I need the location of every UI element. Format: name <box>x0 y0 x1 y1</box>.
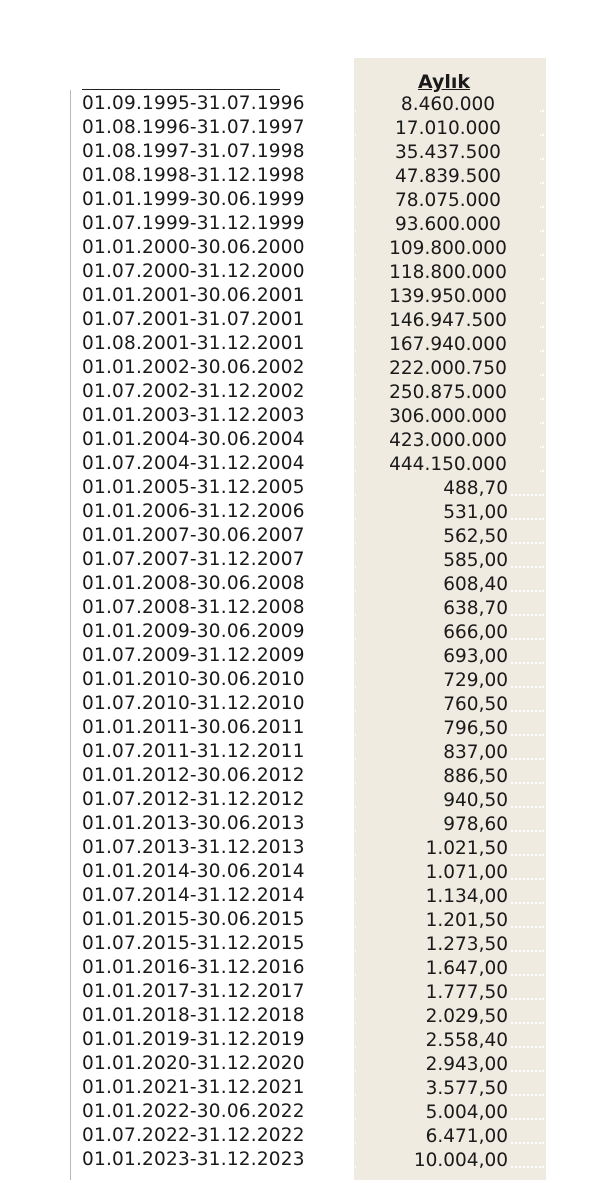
table-row <box>70 909 548 933</box>
period-cell: 01.01.2020-31.12.2020 <box>82 1053 305 1074</box>
monthly-amount-cell: 35.437.500 <box>356 142 540 164</box>
table-row <box>70 1077 548 1101</box>
monthly-amount-cell: 47.839.500 <box>356 166 540 188</box>
monthly-amount-cell: 118.800.000 <box>356 262 540 284</box>
period-cell: 01.01.2013-30.06.2013 <box>82 813 305 834</box>
period-cell: 01.01.2009-30.06.2009 <box>82 621 305 642</box>
monthly-amount-cell: 167.940.000 <box>356 334 540 356</box>
period-cell: 01.01.1999-30.06.1999 <box>82 189 305 210</box>
period-cell: 01.01.2006-31.12.2006 <box>82 501 305 522</box>
monthly-amount-cell: 638,70 <box>356 598 510 620</box>
monthly-amount-cell: 109.800.000 <box>356 238 540 260</box>
period-cell: 01.07.2002-31.12.2002 <box>82 381 305 402</box>
monthly-amount-cell: 531,00 <box>356 502 510 524</box>
period-cell: 01.08.1998-31.12.1998 <box>82 165 305 186</box>
monthly-amount-cell: 729,00 <box>356 670 510 692</box>
table-row <box>70 1101 548 1125</box>
period-cell: 01.01.2008-30.06.2008 <box>82 573 305 594</box>
period-cell: 01.07.2001-31.07.2001 <box>82 309 305 330</box>
period-cell: 01.01.2021-31.12.2021 <box>82 1077 305 1098</box>
table-row <box>70 1029 548 1053</box>
table-row <box>70 933 548 957</box>
monthly-amount-cell: 3.577,50 <box>356 1078 510 1100</box>
table-row <box>70 549 548 573</box>
monthly-amount-cell: 1.777,50 <box>356 982 510 1004</box>
table-row <box>70 1125 548 1149</box>
monthly-amount-cell: 693,00 <box>356 646 510 668</box>
period-cell: 01.08.1997-31.07.1998 <box>82 141 305 162</box>
monthly-amount-cell: 423.000.000 <box>356 430 540 452</box>
monthly-amount-cell: 444.150.000 <box>356 454 540 476</box>
table-row <box>70 645 548 669</box>
table-row <box>70 333 548 357</box>
period-cell: 01.07.2000-31.12.2000 <box>82 261 305 282</box>
monthly-amount-cell: 222.000.750 <box>356 358 540 380</box>
table-row <box>70 429 548 453</box>
monthly-amount-cell: 17.010.000 <box>356 118 540 140</box>
monthly-amount-cell: 796,50 <box>356 718 510 740</box>
table-row <box>70 141 548 165</box>
period-cell: 01.09.1995-31.07.1996 <box>82 93 305 114</box>
table-row <box>70 837 548 861</box>
table-row <box>70 765 548 789</box>
period-cell: 01.07.2014-31.12.2014 <box>82 885 305 906</box>
table-row <box>70 357 548 381</box>
monthly-amount-cell: 1.201,50 <box>356 910 510 932</box>
period-cell: 01.07.2010-31.12.2010 <box>82 693 305 714</box>
period-cell: 01.01.2010-30.06.2010 <box>82 669 305 690</box>
monthly-amount-cell: 666,00 <box>356 622 510 644</box>
period-cell: 01.01.2018-31.12.2018 <box>82 1005 305 1026</box>
period-cell: 01.01.2016-31.12.2016 <box>82 957 305 978</box>
monthly-amount-cell: 306.000.000 <box>356 406 540 428</box>
monthly-amount-cell: 5.004,00 <box>356 1102 510 1124</box>
table-row <box>70 405 548 429</box>
period-cell: 01.01.2004-30.06.2004 <box>82 429 305 450</box>
period-cell: 01.07.2004-31.12.2004 <box>82 453 305 474</box>
table-body <box>70 93 548 1173</box>
period-cell: 01.01.2014-30.06.2014 <box>82 861 305 882</box>
period-cell: 01.01.2011-30.06.2011 <box>82 717 305 738</box>
table-row <box>70 501 548 525</box>
period-cell: 01.01.2001-30.06.2001 <box>82 285 305 306</box>
table-row <box>70 213 548 237</box>
table-row <box>70 621 548 645</box>
table-row <box>70 1053 548 1077</box>
monthly-amount-cell: 2.943,00 <box>356 1054 510 1076</box>
table-row <box>70 453 548 477</box>
monthly-amount-cell: 8.460.000 <box>356 94 540 116</box>
table-row <box>70 885 548 909</box>
monthly-amount-cell: 250.875.000 <box>356 382 540 404</box>
table-row <box>70 597 548 621</box>
table-row <box>70 573 548 597</box>
table-row <box>70 789 548 813</box>
table-row <box>70 477 548 501</box>
monthly-amount-cell: 2.029,50 <box>356 1006 510 1028</box>
monthly-amount-cell: 940,50 <box>356 790 510 812</box>
period-cell: 01.07.2009-31.12.2009 <box>82 645 305 666</box>
table-row <box>70 1149 548 1173</box>
period-cell: 01.07.1999-31.12.1999 <box>82 213 305 234</box>
period-cell: 01.07.2012-31.12.2012 <box>82 789 305 810</box>
period-header-cell <box>70 58 354 90</box>
monthly-amount-cell: 608,40 <box>356 574 510 596</box>
payment-table <box>70 58 548 1180</box>
monthly-amount-cell: 562,50 <box>356 526 510 548</box>
monthly-amount-cell: 1.071,00 <box>356 862 510 884</box>
monthly-amount-cell: 760,50 <box>356 694 510 716</box>
monthly-amount-cell: 1.021,50 <box>356 838 510 860</box>
period-cell: 01.01.2022-30.06.2022 <box>82 1101 305 1122</box>
table-row <box>70 1005 548 1029</box>
table-row <box>70 957 548 981</box>
table-row <box>70 813 548 837</box>
monthly-amount-cell: 10.004,00 <box>356 1150 510 1172</box>
monthly-amount-cell: 488,70 <box>356 478 510 500</box>
period-cell: 01.07.2022-31.12.2022 <box>82 1125 305 1146</box>
period-cell: 01.01.2003-31.12.2003 <box>82 405 305 426</box>
period-cell: 01.08.1996-31.07.1997 <box>82 117 305 138</box>
table-row <box>70 93 548 117</box>
monthly-amount-cell: 139.950.000 <box>356 286 540 308</box>
period-cell: 01.01.2015-30.06.2015 <box>82 909 305 930</box>
table-row <box>70 669 548 693</box>
table-row <box>70 189 548 213</box>
period-cell: 01.01.2005-31.12.2005 <box>82 477 305 498</box>
period-cell: 01.01.2007-30.06.2007 <box>82 525 305 546</box>
monthly-amount-cell: 93.600.000 <box>356 214 540 236</box>
table-row <box>70 117 548 141</box>
period-cell: 01.01.2000-30.06.2000 <box>82 237 305 258</box>
period-cell: 01.01.2019-31.12.2019 <box>82 1029 305 1050</box>
monthly-amount-cell: 1.273,50 <box>356 934 510 956</box>
table-row <box>70 981 548 1005</box>
table-row <box>70 741 548 765</box>
monthly-amount-cell: 585,00 <box>356 550 510 572</box>
table-row <box>70 285 548 309</box>
monthly-amount-cell: 837,00 <box>356 742 510 764</box>
table-row <box>70 693 548 717</box>
monthly-amount-cell: 1.134,00 <box>356 886 510 908</box>
monthly-amount-cell: 146.947.500 <box>356 310 540 332</box>
monthly-amount-cell: 886,50 <box>356 766 510 788</box>
period-cell: 01.01.2017-31.12.2017 <box>82 981 305 1002</box>
table-row <box>70 309 548 333</box>
period-cell: 01.07.2008-31.12.2008 <box>82 597 305 618</box>
table-row <box>70 525 548 549</box>
period-cell: 01.01.2023-31.12.2023 <box>82 1149 305 1170</box>
table-row <box>70 861 548 885</box>
period-cell: 01.01.2012-30.06.2012 <box>82 765 305 786</box>
period-cell: 01.07.2007-31.12.2007 <box>82 549 305 570</box>
period-cell: 01.07.2015-31.12.2015 <box>82 933 305 954</box>
table-row <box>70 261 548 285</box>
monthly-amount-cell: 2.558,40 <box>356 1030 510 1052</box>
monthly-amount-cell: 978,60 <box>356 814 510 836</box>
monthly-column-header: Aylık <box>417 71 471 93</box>
monthly-amount-cell: 6.471,00 <box>356 1126 510 1148</box>
monthly-amount-cell: 78.075.000 <box>356 190 540 212</box>
table-row <box>70 165 548 189</box>
period-cell: 01.08.2001-31.12.2001 <box>82 333 305 354</box>
period-cell: 01.01.2002-30.06.2002 <box>82 357 305 378</box>
period-cell: 01.07.2011-31.12.2011 <box>82 741 305 762</box>
table-row <box>70 237 548 261</box>
table-row <box>70 717 548 741</box>
monthly-amount-cell: 1.647,00 <box>356 958 510 980</box>
table-row <box>70 381 548 405</box>
period-header-underline <box>82 89 280 90</box>
period-cell: 01.07.2013-31.12.2013 <box>82 837 305 858</box>
